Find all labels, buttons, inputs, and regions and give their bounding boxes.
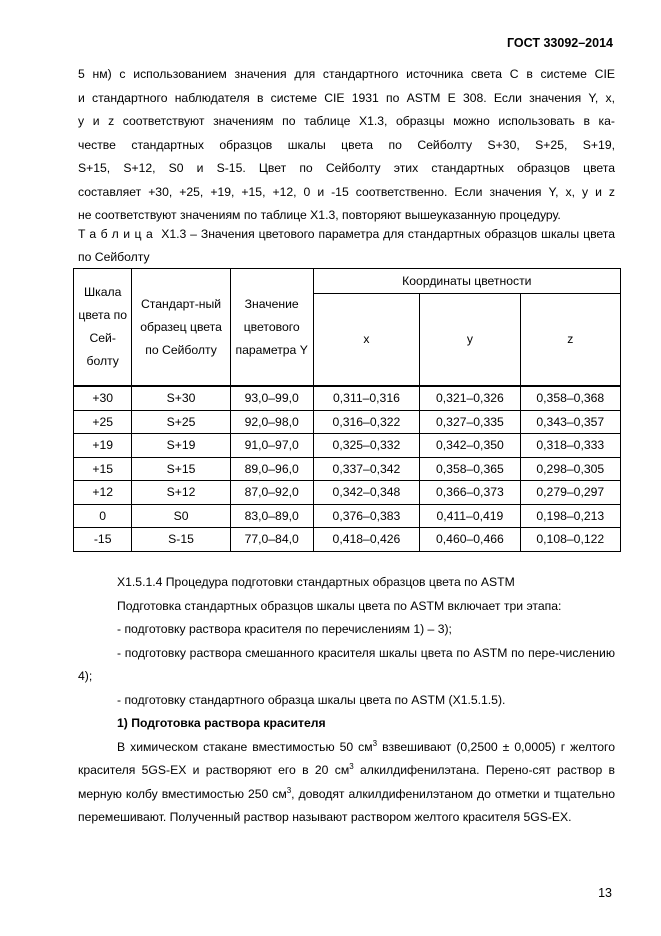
table-cell: 93,0–99,0 — [230, 386, 313, 410]
header-saybolt-scale: Шкала цвета по Сей-болту — [74, 269, 132, 387]
table-cell: 0,337–0,342 — [313, 457, 420, 481]
table-cell: -15 — [74, 528, 132, 552]
table-cell: 0,325–0,332 — [313, 434, 420, 458]
superscript: 3 — [372, 738, 378, 748]
table-cell: S+30 — [132, 386, 230, 410]
procedure-section — [78, 571, 615, 830]
table-cell: 0,108–0,122 — [520, 528, 620, 552]
table-cell: 91,0–97,0 — [230, 434, 313, 458]
table-cell: S+12 — [132, 481, 230, 505]
table-cell: 0 — [74, 504, 132, 528]
dye-preparation-paragraph — [78, 736, 615, 830]
list-item: - подготовку раствора красителя по перечислениям 1) – 3); — [117, 622, 452, 636]
table-cell: 0,327–0,335 — [420, 410, 520, 434]
table-cell: 0,366–0,373 — [420, 481, 520, 505]
table-cell: 0,342–0,350 — [420, 434, 520, 458]
table-cell: S0 — [132, 504, 230, 528]
table-row — [74, 481, 621, 505]
table-caption — [78, 223, 615, 269]
table-cell: S+15 — [132, 457, 230, 481]
intro-line: честве стандартных образцов шкалы цвета по Сейболту S+30, S+25, S+19, — [78, 137, 615, 152]
header-standard-sample: Стандарт-ный образец цвета по Сейболту — [132, 269, 230, 387]
table-body — [74, 386, 621, 551]
table-cell: 77,0–84,0 — [230, 528, 313, 552]
table-row — [74, 434, 621, 458]
intro-line: составляет +30, +25, +19, +15, +12, 0 и -15 соответственно. Если значения Y, x, y и z — [78, 184, 615, 199]
subheading: 1) Подготовка раствора красителя — [117, 716, 326, 730]
saybolt-color-table — [73, 268, 621, 552]
list-item: - подготовку стандартного образца шкалы цвета по ASTM (X1.5.1.5). — [117, 692, 506, 707]
intro-line: y и z соответствуют значениям по таблице X1.3, образцы можно использовать в ка- — [78, 114, 615, 128]
table-cell: 0,279–0,297 — [520, 481, 620, 505]
table-cell: +15 — [74, 457, 132, 481]
text-run: алкилдифенилэтана. Перено-сят раствор в мерную колбу вместимостью 250 см — [78, 763, 615, 801]
table-cell: 0,460–0,466 — [420, 528, 520, 552]
intro-line: не соответствуют значениям по таблице X1.3, повторяют вышеуказанную процедуру. — [78, 208, 561, 222]
intro-paragraph — [78, 63, 615, 228]
table-cell: 0,342–0,348 — [313, 481, 420, 505]
header-chromaticity-group: Координаты цветности — [313, 269, 620, 294]
text-run: , доводят алкилдифенилэтаном до отметки и тщательно перемешивают. Полученный раствор называют раствором желтого красителя 5GS-EX. — [78, 786, 616, 824]
table-cell: 89,0–96,0 — [230, 457, 313, 481]
table-cell: 0,358–0,365 — [420, 457, 520, 481]
table-cell: 0,343–0,357 — [520, 410, 620, 434]
document-header: ГОСТ 33092–2014 — [507, 36, 613, 50]
table-cell: 0,358–0,368 — [520, 386, 620, 410]
table-cell: 0,411–0,419 — [420, 504, 520, 528]
section-heading: X1.5.1.4 Процедура подготовки стандартных образцов цвета по ASTM — [117, 575, 515, 589]
table-cell: +30 — [74, 386, 132, 410]
list-item: - подготовку раствора смешанного красителя шкалы цвета по ASTM по пере-числению 4); — [78, 645, 615, 683]
page-number: 13 — [598, 886, 612, 900]
table-caption-lead: Таблица — [78, 227, 158, 241]
header-x: x — [313, 294, 420, 387]
intro-line: и стандартного наблюдателя в системе CIE 1931 по ASTM E 308. Если значения Y, x, — [78, 90, 615, 105]
table-cell: 0,321–0,326 — [420, 386, 520, 410]
table-cell: 92,0–98,0 — [230, 410, 313, 434]
table-cell: +25 — [74, 410, 132, 434]
intro-line: S+15, S+12, S0 и S-15. Цвет по Сейболту этих стандартных образцов цвета — [78, 161, 615, 175]
table-row — [74, 528, 621, 552]
superscript: 3 — [349, 761, 354, 771]
table-cell: 87,0–92,0 — [230, 481, 313, 505]
table-cell: 0,318–0,333 — [520, 434, 620, 458]
table-cell: 0,376–0,383 — [313, 504, 420, 528]
table-cell: +19 — [74, 434, 132, 458]
superscript: 3 — [286, 785, 292, 795]
header-z: z — [520, 294, 620, 387]
table-cell: S+19 — [132, 434, 230, 458]
table-caption-text: X1.3 – Значения цветового параметра для стандартных образцов шкалы цвета по Сейболту — [78, 227, 615, 264]
header-y: y — [420, 294, 520, 387]
section-paragraph: Подготовка стандартных образцов шкалы цвета по ASTM включает три этапа: — [117, 598, 562, 613]
text-run: В химическом стакане вместимостью 50 см — [117, 739, 373, 754]
table-cell: 0,298–0,305 — [520, 457, 620, 481]
table-row — [74, 504, 621, 528]
table-row — [74, 457, 621, 481]
table-row — [74, 386, 621, 410]
table-cell: S+25 — [132, 410, 230, 434]
table-cell: 0,198–0,213 — [520, 504, 620, 528]
table-cell: S-15 — [132, 528, 230, 552]
table-cell: 0,311–0,316 — [313, 386, 420, 410]
table-cell: 0,316–0,322 — [313, 410, 420, 434]
table-row — [74, 410, 621, 434]
table-cell: 0,418–0,426 — [313, 528, 420, 552]
text-run: взвешивают (0,2500 ± 0,0005) г желтого красителя 5GS-EX и растворяют его в 20 см — [78, 739, 615, 777]
table-cell: +12 — [74, 481, 132, 505]
header-y-value: Значение цветового параметра Y — [230, 269, 313, 387]
intro-line: 5 нм) с использованием значения для стандартного источника света С в системе CIE — [78, 67, 615, 81]
table-cell: 83,0–89,0 — [230, 504, 313, 528]
